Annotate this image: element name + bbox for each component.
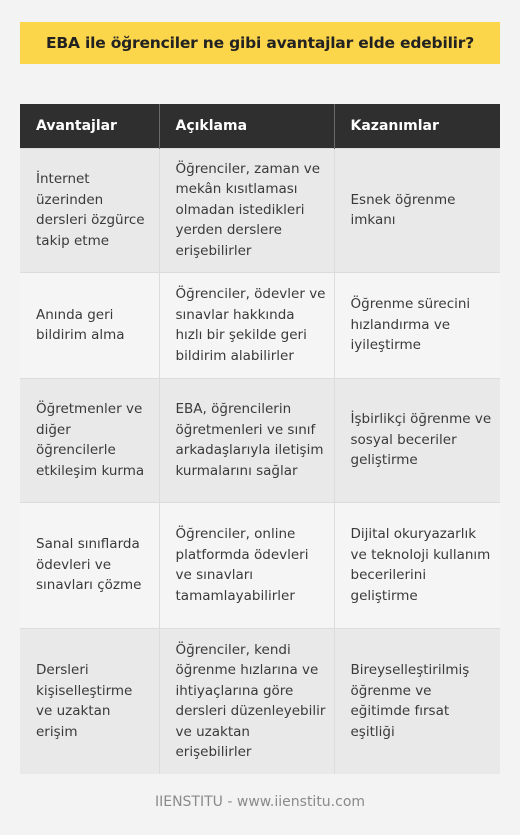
cell-description: Öğrenciler, ödevler ve sınavlar hakkında hızlı bir şekilde geri bildirim alabilirler <box>159 272 334 378</box>
table-row <box>20 378 500 502</box>
header-advantages: Avantajlar <box>20 104 159 148</box>
header-description: Açıklama <box>159 104 334 148</box>
cell-description: Öğrenciler, kendi öğrenme hızlarına ve ihtiyaçlarına göre dersleri düzenleyebilir ve uzaktan erişebilirler <box>159 628 334 774</box>
title-banner <box>20 22 500 64</box>
cell-advantage: Sanal sınıflarda ödevleri ve sınavları çözme <box>20 502 159 628</box>
cell-gain: Bireyselleştirilmiş öğrenme ve eğitimde fırsat eşitliği <box>334 628 500 774</box>
table-row <box>20 502 500 628</box>
cell-description: Öğrenciler, zaman ve mekân kısıtlaması olmadan istedikleri yerden derslere erişebilirler <box>159 148 334 272</box>
header-gains: Kazanımlar <box>334 104 500 148</box>
page-title: EBA ile öğrenciler ne gibi avantajlar elde edebilir? <box>45 34 475 52</box>
cell-gain: Esnek öğrenme imkanı <box>334 148 500 272</box>
cell-advantage: İnternet üzerinden dersleri özgürce takip etme <box>20 148 159 272</box>
table-row <box>20 148 500 272</box>
cell-advantage: Öğretmenler ve diğer öğrencilerle etkileşim kurma <box>20 378 159 502</box>
cell-description: Öğrenciler, online platformda ödevleri ve sınavları tamamlayabilirler <box>159 502 334 628</box>
cell-gain: Öğrenme sürecini hızlandırma ve iyileştirme <box>334 272 500 378</box>
cell-advantage: Dersleri kişiselleştirme ve uzaktan erişim <box>20 628 159 774</box>
table-header-row <box>20 104 500 148</box>
cell-gain: İşbirlikçi öğrenme ve sosyal beceriler geliştirme <box>334 378 500 502</box>
table-row <box>20 272 500 378</box>
cell-description: EBA, öğrencilerin öğretmenleri ve sınıf arkadaşlarıyla iletişim kurmalarını sağlar <box>159 378 334 502</box>
advantages-table <box>20 104 500 774</box>
footer-credit: IIENSTITU - www.iienstitu.com <box>154 794 366 810</box>
table-row <box>20 628 500 774</box>
cell-gain: Dijital okuryazarlık ve teknoloji kullanım becerilerini geliştirme <box>334 502 500 628</box>
cell-advantage: Anında geri bildirim alma <box>20 272 159 378</box>
